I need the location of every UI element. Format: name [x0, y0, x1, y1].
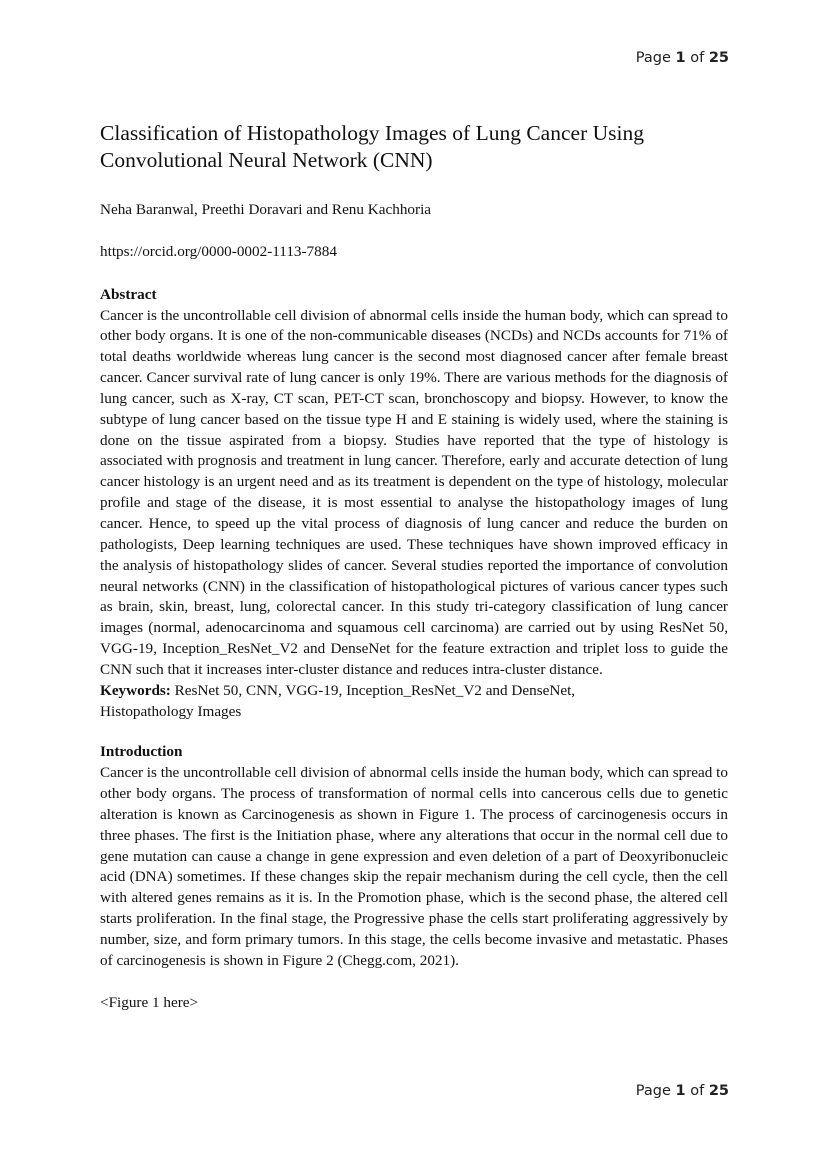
page-total: 25 — [708, 50, 729, 66]
page-of: of — [690, 1083, 705, 1099]
orcid-link[interactable]: https://orcid.org/0000-0002-1113-7884 — [100, 242, 337, 260]
page-current: 1 — [675, 1083, 686, 1099]
page-number-footer — [636, 1083, 729, 1099]
abstract-heading: Abstract — [100, 285, 157, 303]
page-current: 1 — [675, 50, 686, 66]
keywords-line-1: ResNet 50, CNN, VGG-19, Inception_ResNet_V2 and DenseNet, — [174, 681, 576, 699]
abstract-text: Cancer is the uncontrollable cell division of abnormal cells inside the human body, which can spread to other body organs. It is one of the non-communicable diseases (NCDs) and NCDs accounts for 71% of total deaths worldwide whereas lung cancer is the second most diagnosed cancer after female breast cancer. Cancer survival rate of lung cancer is only 19%. There are various methods for the diagnosis of lung cancer, such as X-ray, CT scan, PET-CT scan, bronchoscopy and biopsy. However, to know the subtype of lung cancer based on the tissue type H and E staining is widely used, where the staining is done on the tissue aspirated from a biopsy. Studies have reported that the type of histology is associated with prognosis and treatment in lung cancer. Therefore, early and accurate detection of lung cancer histology is an urgent need and as its treatment is dependent on the type of histology, molecular profile and stage of the disease, it is most essential to analyse the histopathology images of lung cancer. Hence, to speed up the vital process of diagnosis of lung cancer and reduce the burden on pathologists, Deep learning techniques are used. These techniques have shown improved efficacy in the analysis of histopathology slides of cancer. Several studies reported the importance of convolution neural networks (CNN) in the classification of histopathological pictures of various cancer types such as brain, skin, breast, lung, colorectal cancer. In this study tri-category classification of lung cancer images (normal, adenocarcinoma and squamous cell carcinoma) are carried out by using ResNet 50, VGG-19, Inception_ResNet_V2 and DenseNet for the feature extraction and triplet loss to guide the CNN such that it increases inter-cluster distance and reduces intra-cluster distance. — [100, 306, 728, 678]
page-of: of — [690, 50, 705, 66]
keywords-line-2: Histopathology Images — [100, 702, 242, 720]
introduction-heading: Introduction — [100, 743, 183, 761]
paper-title: Classification of Histopathology Images of Lung Cancer Using Convolutional Neural Network (CNN) — [100, 121, 644, 172]
page-prefix: Page — [635, 50, 671, 66]
page-number-header — [636, 50, 729, 66]
figure-placeholder: <Figure 1 here> — [100, 993, 199, 1011]
page-total: 25 — [708, 1083, 729, 1099]
author-list: Neha Baranwal, Preethi Doravari and Renu Kachhoria — [100, 201, 432, 218]
introduction-text: Cancer is the uncontrollable cell division of abnormal cells inside the human body, which can spread to other body organs. The process of transformation of normal cells into cancerous cells due to genetic alteration is known as Carcinogenesis as shown in Figure 1. The process of carcinogenesis occurs in three phases. The first is the Initiation phase, where any alterations that occur in the normal cell due to gene mutation can cause a change in gene expression and even deletion of a part of Deoxyribonucleic acid (DNA) sometimes. If these changes skip the repair mechanism during the cell cycle, then the cell with altered genes remains as it is. In the Promotion phase, which is the second phase, the altered cell starts proliferation. In the final stage, the Progressive phase the cells start proliferating aggressively by number, size, and form primary tumors. In this stage, the cells become invasive and metastatic. Phases of carcinogenesis is shown in Figure 2 (Chegg.com, 2021). — [100, 764, 728, 969]
paper-body — [100, 120, 728, 1014]
keywords-label: Keywords: — [100, 681, 171, 699]
page-prefix: Page — [635, 1083, 671, 1099]
keywords — [100, 681, 728, 723]
